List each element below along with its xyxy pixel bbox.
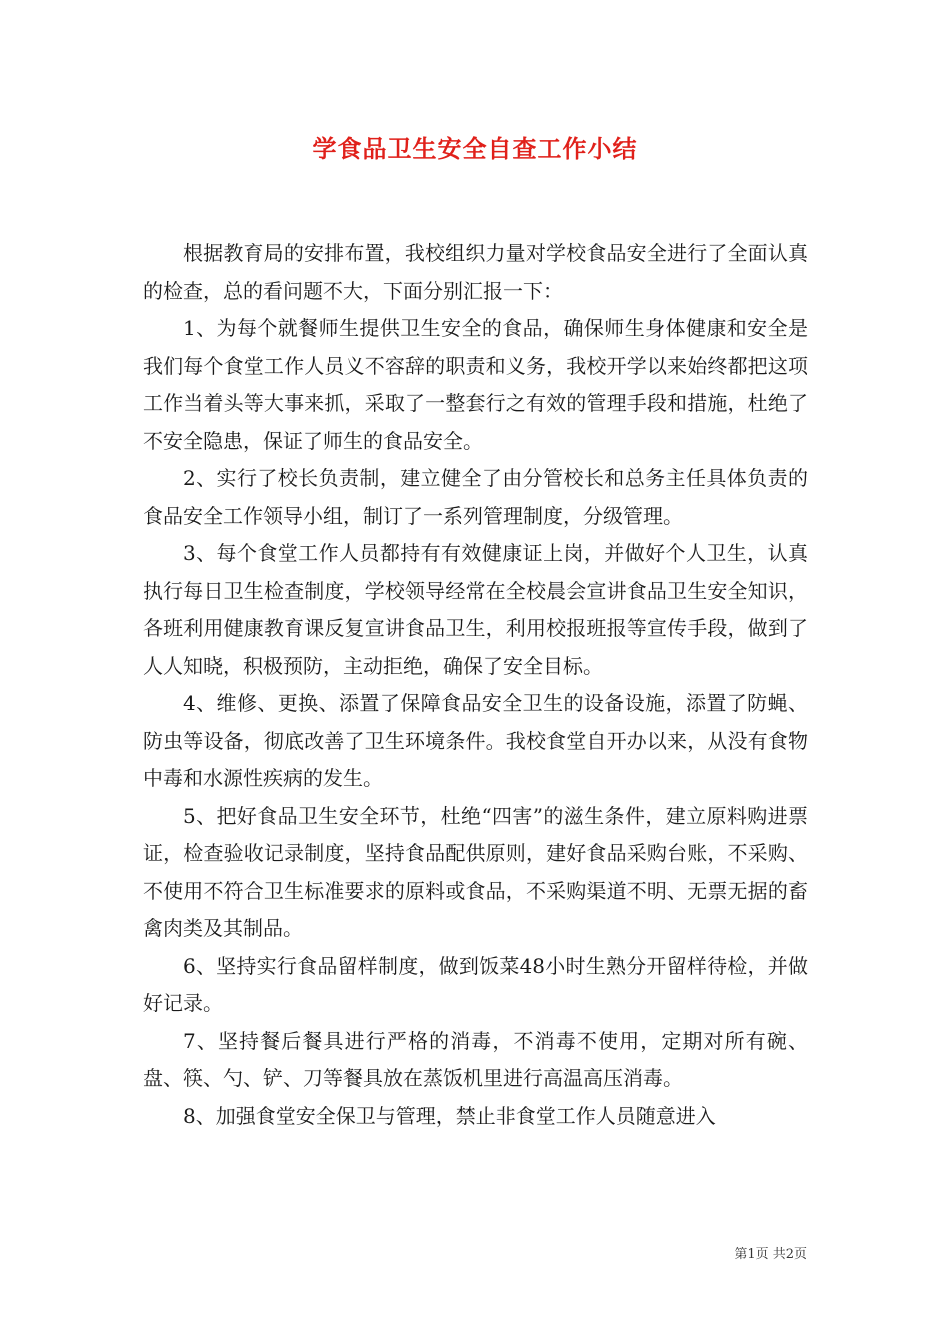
document-body bbox=[143, 235, 808, 1135]
paragraph-intro: 根据教育局的安排布置，我校组织力量对学校食品安全进行了全面认真的检查，总的看问题不大，下面分别汇报一下： bbox=[143, 241, 808, 303]
paragraph-item-2: 2、实行了校长负责制，建立健全了由分管校长和总务主任具体负责的食品安全工作领导小组，制订了一系列管理制度，分级管理。 bbox=[143, 466, 808, 528]
paragraph-item-6: 6、坚持实行食品留样制度，做到饭菜48小时生熟分开留样待检，并做好记录。 bbox=[143, 953, 808, 1015]
paragraph-item-7: 7、坚持餐后餐具进行严格的消毒，不消毒不使用，定期对所有碗、盘、筷、勺、铲、刀等餐具放在蒸饭机里进行高温高压消毒。 bbox=[143, 1028, 808, 1090]
paragraph-item-5: 5、把好食品卫生安全环节，杜绝“四害”的滋生条件，建立原料购进票证，检查验收记录制度，坚持食品配供原则，建好食品采购台账，不采购、不使用不符合卫生标准要求的原料或食品，不采购渠道不明、无票无据的畜禽肉类及其制品。 bbox=[143, 803, 808, 940]
document-title: 学食品卫生安全自查工作小结 bbox=[312, 134, 638, 163]
paragraph-item-4: 4、维修、更换、添置了保障食品安全卫生的设备设施，添置了防蝇、防虫等设备，彻底改善了卫生环境条件。我校食堂自开办以来，从没有食物中毒和水源性疾病的发生。 bbox=[143, 691, 808, 790]
paragraph-item-8: 8、加强食堂安全保卫与管理，禁止非食堂工作人员随意进入 bbox=[183, 1103, 716, 1128]
page-number: 第1页 共2页 bbox=[734, 1247, 807, 1262]
paragraph-item-3: 3、每个食堂工作人员都持有有效健康证上岗，并做好个人卫生，认真执行每日卫生检查制度，学校领导经常在全校晨会宣讲食品卫生安全知识，各班利用健康教育课反复宣讲食品卫生，利用校报班报等宣传手段，做到了人人知晓，积极预防，主动拒绝，确保了安全目标。 bbox=[143, 541, 808, 678]
paragraph-item-1: 1、为每个就餐师生提供卫生安全的食品，确保师生身体健康和安全是我们每个食堂工作人员义不容辞的职责和义务，我校开学以来始终都把这项工作当着头等大事来抓，采取了一整套行之有效的管理手段和措施，杜绝了不安全隐患，保证了师生的食品安全。 bbox=[143, 316, 808, 453]
